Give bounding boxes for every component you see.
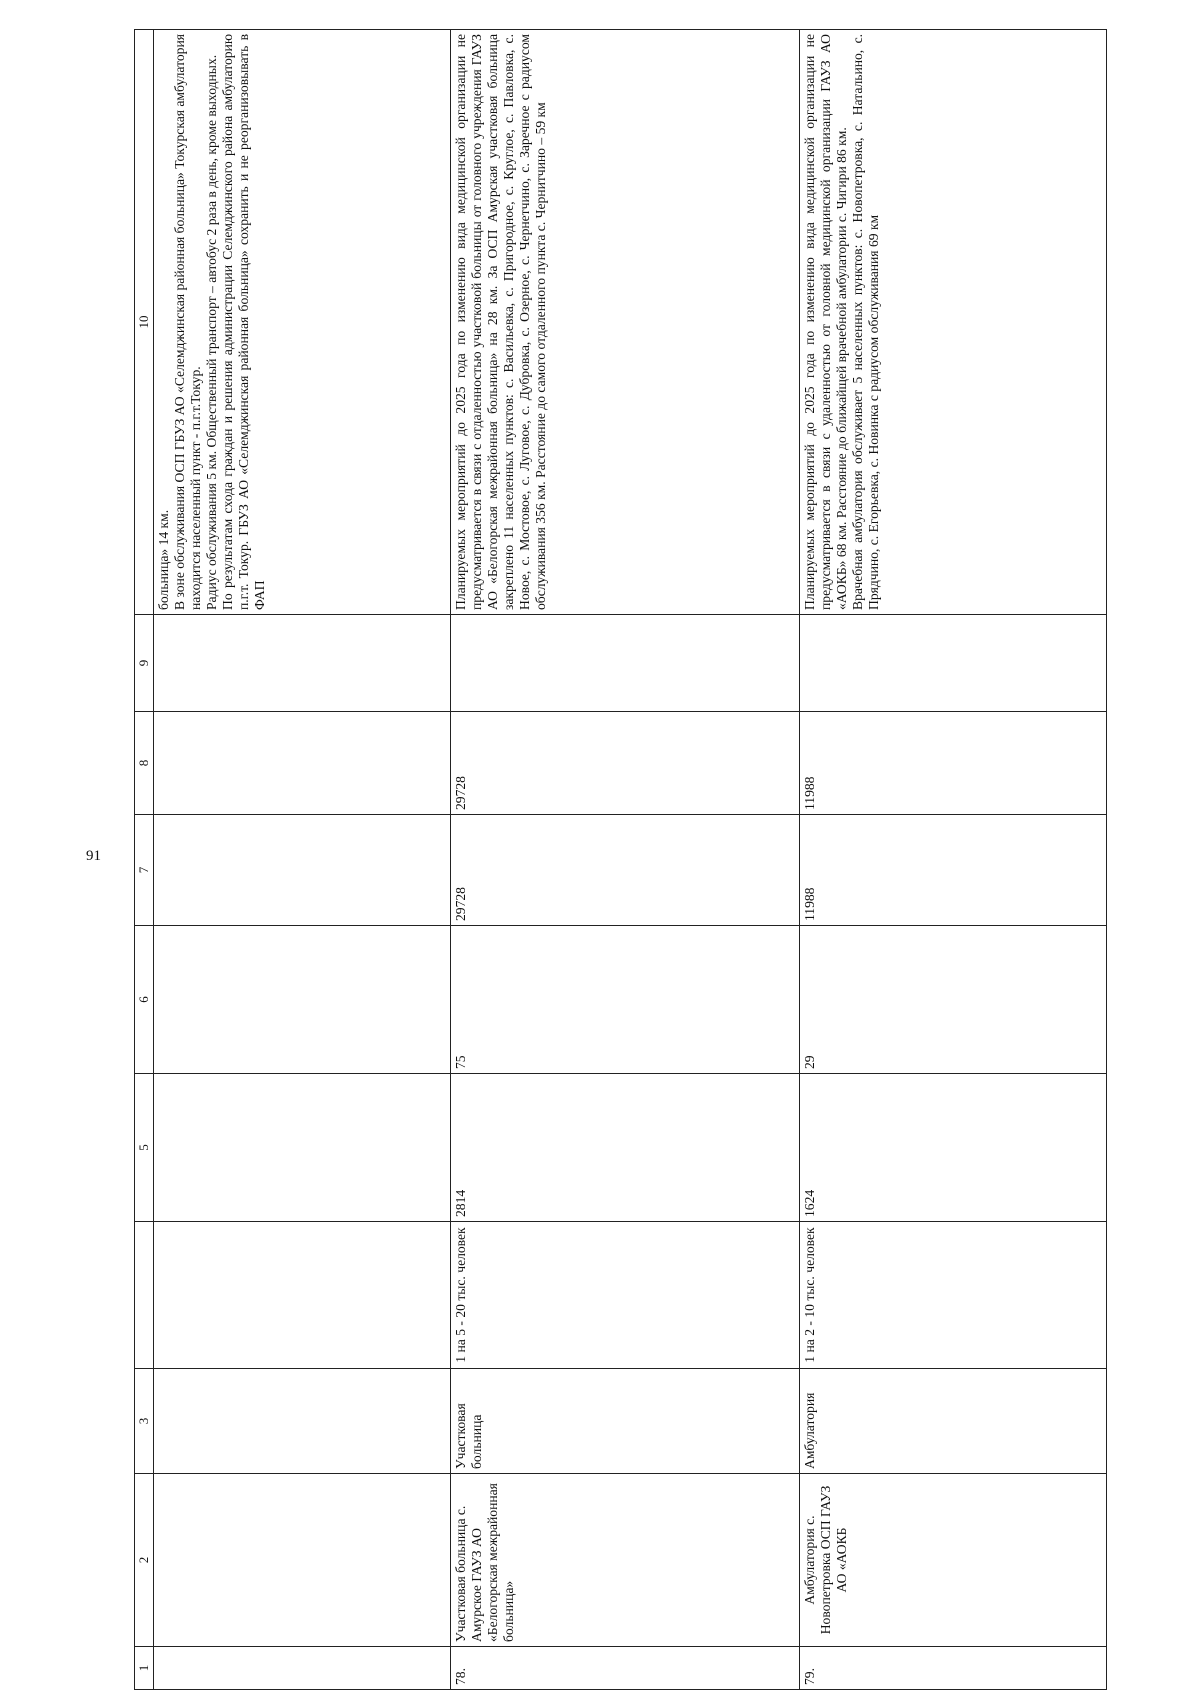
- facility-name: [154, 1474, 451, 1647]
- facility-table: [134, 29, 1107, 1690]
- cell-col5: [154, 1074, 451, 1222]
- facility-name: Участковая больница с. Амурское ГАУЗ АО «Белогорская межрайонная больница»: [451, 1474, 800, 1647]
- population-norm: 1 на 5 - 20 тыс. человек: [451, 1222, 800, 1369]
- column-header: 7: [135, 815, 154, 926]
- cell-col9: [154, 615, 451, 712]
- cell-col7: 29728: [451, 815, 800, 926]
- note-cell: больница» 14 км. В зоне обслуживания ОСП ГБУЗ АО «Селемджинская районная больница» Токурская амбулатория находится населенный пункт - п.г.т.Токур. Радиус обслуживания 5 км. Общественный транспорт – автобус 2 раза в день, кроме выходных. По результатам схода граждан и решения администрации Селемджинского района амбулаторию п.г.т. Токур. ГБУЗ АО «Селемджинская районная больница» сохранить и не реорганизовывать в ФАП: [154, 30, 451, 615]
- column-header: 2: [135, 1474, 154, 1647]
- facility-type: [154, 1369, 451, 1474]
- row-number: 79.: [800, 1647, 1107, 1690]
- column-header: [135, 1222, 154, 1369]
- cell-col6: [154, 926, 451, 1074]
- table-row: [800, 30, 1107, 1690]
- cell-col8: [154, 712, 451, 815]
- cell-col8: 11988: [800, 712, 1107, 815]
- rotated-table-container: [134, 34, 1100, 1690]
- row-number: 78.: [451, 1647, 800, 1690]
- cell-col7: 11988: [800, 815, 1107, 926]
- table-row: [154, 30, 451, 1690]
- row-number: [154, 1647, 451, 1690]
- population-norm: [154, 1222, 451, 1369]
- note-cell: Планируемых мероприятий до 2025 года по изменению вида медицинской организации не предусматривается в связи с отдаленностью участковой больницы от головного учреждения ГАУЗ АО «Белогорская межрайонная больница» на 28 км. За ОСП Амурская участковая больница закреплено 11 населенных пунктов: с. Васильевка, с. Пригородное, с. Круглое, с. Павловка, с. Новое, с. Мостовое, с. Луговое, с. Дубровка, с. Озерное, с. Чернетчино, с. Заречное с радиусом обслуживания 356 км. Расстояние до самого отдаленного пункта с. Чернитчино – 59 км: [451, 30, 800, 615]
- column-header: 3: [135, 1369, 154, 1474]
- cell-col9: [800, 615, 1107, 712]
- cell-col9: [451, 615, 800, 712]
- facility-name: Амбулатория с. Новопетровка ОСП ГАУЗ АО «АОКБ: [800, 1474, 1107, 1647]
- page-number: 91: [86, 848, 101, 864]
- cell-col8: 29728: [451, 712, 800, 815]
- column-header: 10: [135, 30, 154, 615]
- cell-col7: [154, 815, 451, 926]
- cell-col5: 1624: [800, 1074, 1107, 1222]
- column-header: 9: [135, 615, 154, 712]
- column-header: 1: [135, 1647, 154, 1690]
- table-row: [451, 30, 800, 1690]
- population-norm: 1 на 2 - 10 тыс. человек: [800, 1222, 1107, 1369]
- cell-col5: 2814: [451, 1074, 800, 1222]
- header-row: [135, 30, 154, 1690]
- column-header: 8: [135, 712, 154, 815]
- column-header: 5: [135, 1074, 154, 1222]
- column-header: 6: [135, 926, 154, 1074]
- cell-col6: 29: [800, 926, 1107, 1074]
- facility-type: Участковая больница: [451, 1369, 800, 1474]
- note-cell: Планируемых мероприятий до 2025 года по изменению вида медицинской организации не предусматривается в связи с удаленностью от головной медицинской организации ГАУЗ АО «АОКБ» 68 км. Расстояние до ближайщей врачебной амбулатории с. Чигири 86 км. Врачебная амбулатория обслуживает 5 населенных пунктов: с. Новопетровка, с. Натальино, с. Прядчино, с. Егорьевка, с. Новинка с радиусом обслуживания 69 км: [800, 30, 1107, 615]
- cell-col6: 75: [451, 926, 800, 1074]
- facility-type: Амбулатория: [800, 1369, 1107, 1474]
